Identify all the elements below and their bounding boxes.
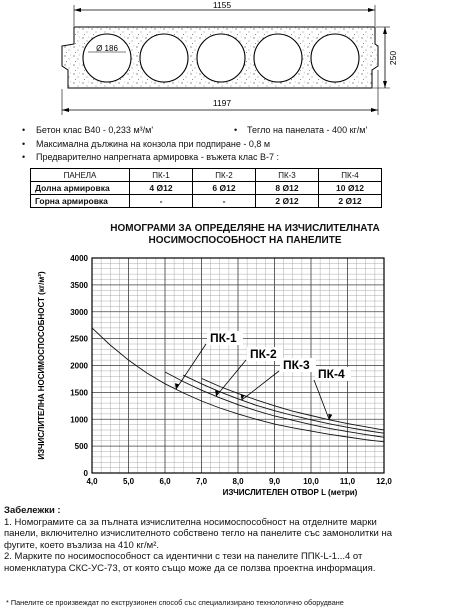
series-label: ПК-2 <box>250 347 277 361</box>
y-tick-label: 1000 <box>70 415 88 425</box>
y-axis-label: ИЗЧИСЛИТЕЛНА НОСИМОСПОСОБНОСТ (кг/м²) <box>37 271 46 460</box>
nomogram-title-line-2: НОСИМОСПОСОБНОСТ НА ПАНЕЛИТЕ <box>148 235 342 246</box>
y-tick-label: 3000 <box>70 307 88 317</box>
bullet: • <box>22 152 26 162</box>
note-2-line-1: 2. Марките по носимоспособност са идентични с тези на панелите ППК-L-1...4 от <box>4 551 363 562</box>
nomogram-title <box>60 223 430 247</box>
hole-diameter-label: Ø 186 <box>96 44 118 53</box>
x-tick-label: 6,0 <box>159 477 171 486</box>
table-cell: - <box>130 195 193 208</box>
y-tick-label: 3500 <box>70 280 88 290</box>
table-header-row <box>31 169 382 182</box>
note-1-line-2: панели, включително изчислителното собствено тегло на панелите със замонолитки на <box>4 528 393 539</box>
table-header: ПК-2 <box>193 169 256 182</box>
bullet: • <box>234 125 238 135</box>
dim-bottom-label: 1197 <box>212 98 232 108</box>
panel-cross-section <box>0 0 455 122</box>
table-header: ПК-4 <box>319 169 382 182</box>
y-tick-label: 0 <box>83 469 88 478</box>
x-tick-label: 11,0 <box>339 477 356 486</box>
spec-prestress: Предварително напрегната армировка - въжета клас В-7 : <box>36 152 279 162</box>
x-tick-label: 7,0 <box>195 477 208 486</box>
spec-weight: Тегло на панелата - 400 кг/м' <box>247 125 368 135</box>
series-label: ПК-3 <box>283 358 310 372</box>
spec-row-2 <box>22 138 452 152</box>
spec-concrete: Бетон клас В40 - 0,233 м³/м' <box>36 125 154 135</box>
spec-list <box>22 124 452 165</box>
spec-row-3 <box>22 151 452 165</box>
table-cell: 6 Ø12 <box>193 182 256 195</box>
table-header: ПК-1 <box>130 169 193 182</box>
x-tick-label: 10,0 <box>303 477 319 486</box>
x-tick-label: 12,0 <box>376 477 392 486</box>
table-cell: 4 Ø12 <box>130 182 193 195</box>
dim-top-label: 1155 <box>212 0 232 10</box>
notes-header: Забележки : <box>4 505 61 516</box>
table-header: ПАНЕЛА <box>31 169 130 182</box>
table-row <box>31 195 382 208</box>
table-row <box>31 182 382 195</box>
bullet: • <box>22 125 26 135</box>
series-label: ПК-1 <box>210 331 237 345</box>
table-cell: - <box>193 195 256 208</box>
table-cell: 10 Ø12 <box>319 182 382 195</box>
panel-holes <box>83 34 359 82</box>
y-tick-label: 4000 <box>70 254 88 263</box>
y-tick-label: 500 <box>74 442 88 452</box>
note-1-line-3: фугите, което възлиза на 410 кг/м². <box>4 539 160 551</box>
y-tick-label: 2000 <box>70 361 88 371</box>
x-tick-label: 4,0 <box>86 477 98 486</box>
table-cell: Долна армировка <box>31 182 130 195</box>
table-header: ПК-3 <box>256 169 319 182</box>
notes-section <box>4 505 452 574</box>
series-label: ПК-4 <box>318 367 345 381</box>
y-tick-label: 2500 <box>70 334 88 344</box>
spec-row-1 <box>22 124 452 138</box>
nomogram-chart <box>0 245 455 503</box>
x-tick-label: 8,0 <box>232 477 244 486</box>
x-tick-label: 5,0 <box>122 477 135 486</box>
reinforcement-table <box>30 168 382 208</box>
footnote: * Панелите се произвеждат по екструзионен способ със специализирано технологично оборудване <box>6 598 344 607</box>
note-2-line-2: номенклатура СКС-УС-73, от която също може да се ползва проектна информация. <box>4 562 376 574</box>
bullet: • <box>22 138 26 149</box>
note-1-line-1: 1. Номограмите са за пълната изчислителна носимоспособност на отделните марки <box>4 516 377 528</box>
spec-cantilever: Максимална дължина на конзола при подпиране - 0,8 м <box>36 138 271 149</box>
x-tick-label: 9,0 <box>268 477 281 486</box>
x-axis-label: ИЗЧИСЛИТЕЛЕН ОТВОР L (метри) <box>222 488 358 497</box>
nomogram-title-line-1: НОМОГРАМИ ЗА ОПРЕДЕЛЯНЕ НА ИЗЧИСЛИТЕЛНАТА <box>110 223 380 234</box>
y-tick-label: 1500 <box>70 388 88 398</box>
table-cell: 2 Ø12 <box>256 195 319 208</box>
table-cell: 8 Ø12 <box>256 182 319 195</box>
table-cell: Горна армировка <box>31 195 130 208</box>
dim-side-label: 250 <box>388 50 398 66</box>
table-cell: 2 Ø12 <box>319 195 382 208</box>
